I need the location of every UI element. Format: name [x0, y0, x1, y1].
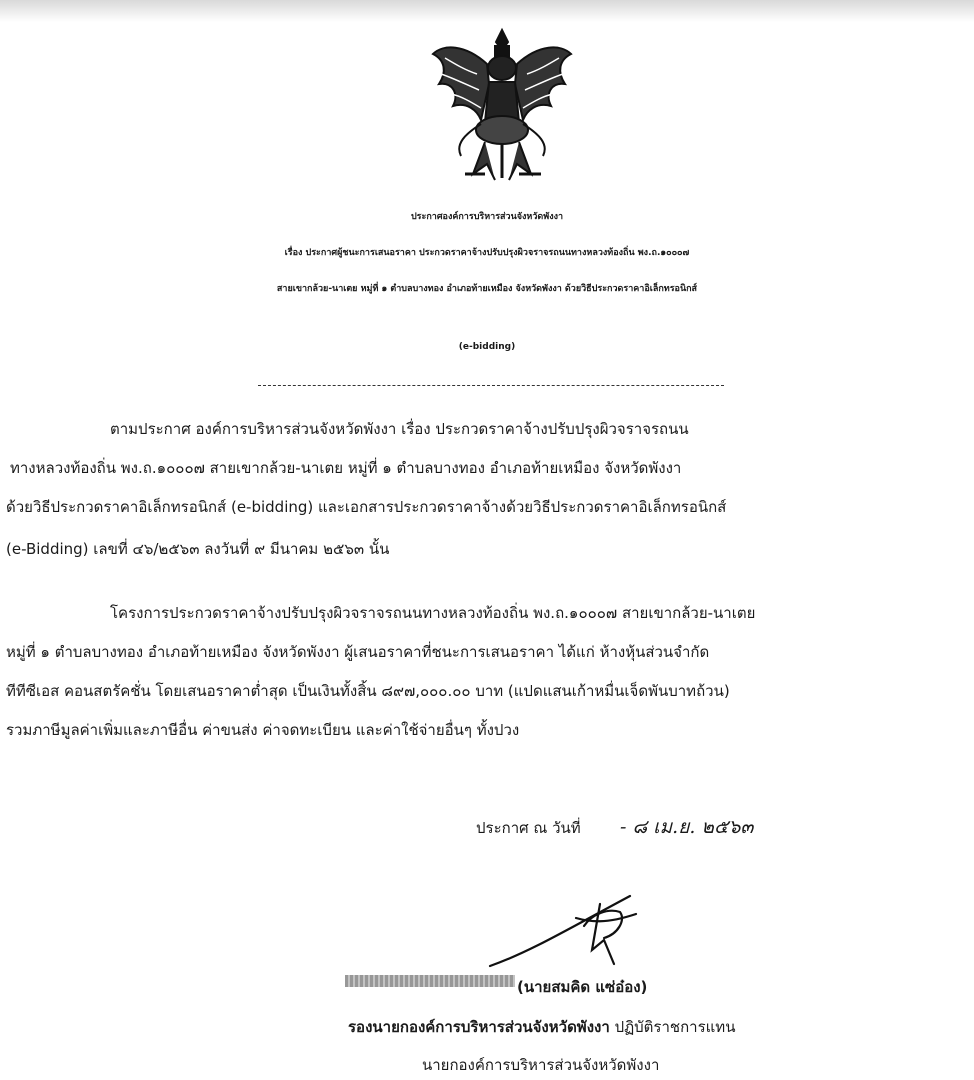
- garuda-emblem-icon: [425, 24, 580, 194]
- signer-position-2: นายกองค์การบริหารส่วนจังหวัดพังงา: [422, 1056, 660, 1074]
- paragraph-1-line-2: ทางหลวงท้องถิ่น พง.ถ.๑๐๐๐๗ สายเขากล้วย-นาเตย หมู่ที่ ๑ ตำบลบางทอง อำเภอท้ายเหมือง จังหวัดพังงา: [10, 459, 682, 477]
- signer-position-acting: ปฏิบัติราชการแทน: [614, 1018, 736, 1036]
- paragraph-1-line-3: ด้วยวิธีประกวดราคาอิเล็กทรอนิกส์ (e-bidding) และเอกสารประกวดราคาจ้างด้วยวิธีประกวดราคาอิเล็กทรอนิกส์: [6, 498, 727, 516]
- scan-shadow: [0, 0, 974, 22]
- paragraph-1-line-1: ตามประกาศ องค์การบริหารส่วนจังหวัดพังงา เรื่อง ประกวดราคาจ้างปรับปรุงผิวจราจรถนน: [110, 420, 689, 438]
- announcement-date-label: ประกาศ ณ วันที่: [476, 819, 581, 837]
- paragraph-2-line-4: รวมภาษีมูลค่าเพิ่มและภาษีอื่น ค่าขนส่ง ค่าจดทะเบียน และค่าใช้จ่ายอื่นๆ ทั้งปวง: [6, 721, 520, 739]
- subject-line-1: เรื่อง ประกาศผู้ชนะการเสนอราคา ประกวดราคาจ้างปรับปรุงผิวจราจรถนนทางหลวงท้องถิ่น พง.ถ.๑๐๐๐๗: [284, 248, 690, 258]
- signer-position: [348, 1015, 735, 1039]
- paragraph-2-line-1: โครงการประกวดราคาจ้างปรับปรุงผิวจราจรถนนทางหลวงท้องถิ่น พง.ถ.๑๐๐๐๗ สายเขากล้วย-นาเตย: [110, 604, 756, 622]
- signer-position-title: รองนายกองค์การบริหารส่วนจังหวัดพังงา: [348, 1018, 610, 1036]
- stamp-mark: [345, 975, 515, 987]
- subject-line-3: (e-bidding): [458, 342, 516, 352]
- announcement-date-handwritten: - ๘ เม.ย. ๒๕๖๓: [620, 816, 754, 838]
- paragraph-1-line-4: (e-Bidding) เลขที่ ๔๖/๒๕๖๓ ลงวันที่ ๙ มีนาคม ๒๕๖๓ นั้น: [6, 540, 390, 558]
- org-announcement-title: ประกาศองค์การบริหารส่วนจังหวัดพังงา: [410, 212, 564, 222]
- paragraph-2-line-2: หมู่ที่ ๑ ตำบลบางทอง อำเภอท้ายเหมือง จังหวัดพังงา ผู้เสนอราคาที่ชนะการเสนอราคา ได้แก่ ห้างหุ้นส่วนจำกัด: [6, 643, 710, 661]
- subject-line-2: สายเขากล้วย-นาเตย หมู่ที่ ๑ ตำบลบางทอง อำเภอท้ายเหมือง จังหวัดพังงา ด้วยวิธีประกวดราคาอิเล็กทรอนิกส์: [276, 284, 698, 294]
- separator-line: [258, 385, 724, 386]
- signature-icon: [480, 878, 660, 974]
- signer-name: (นายสมคิด แซ่อ๋อง): [517, 978, 648, 996]
- paragraph-2-line-3: ทีทีซีเอส คอนสตรัคชั่น โดยเสนอราคาต่ำสุด เป็นเงินทั้งสิ้น ๘๙๗,๐๐๐.๐๐ บาท (แปดแสนเก้าหมื่นเจ็ดพันบาทถ้วน): [6, 682, 730, 700]
